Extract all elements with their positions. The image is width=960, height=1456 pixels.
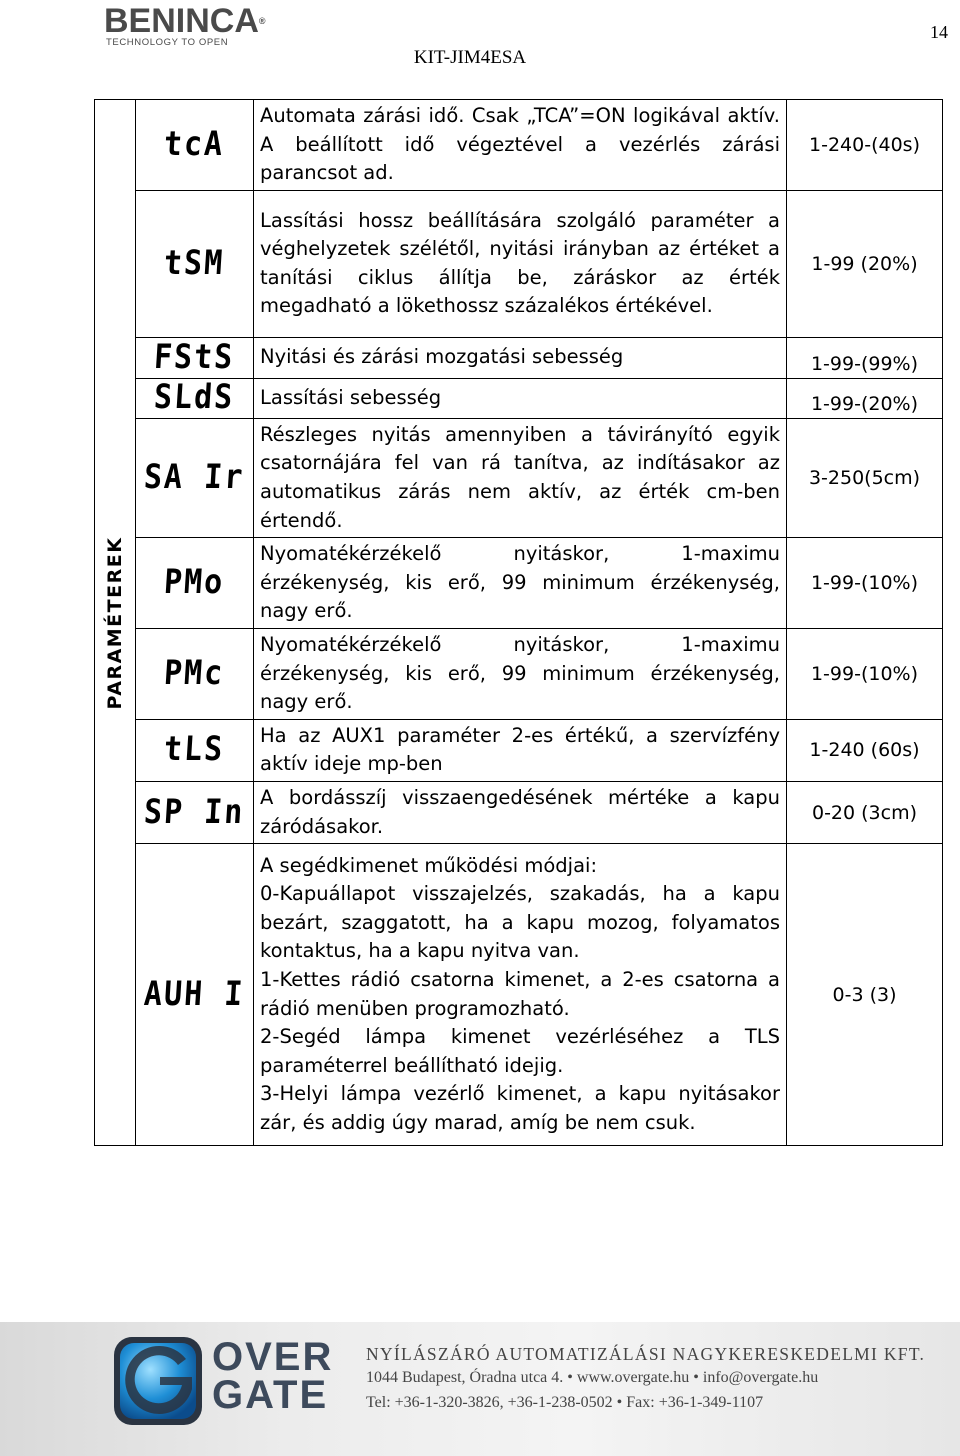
brand-name: BENINCA® — [104, 2, 266, 40]
param-range: 1-99-(20%) — [787, 378, 943, 418]
param-description: Lassítási sebesség — [254, 378, 787, 418]
param-description: Nyitási és zárási mozgatási sebesség — [254, 337, 787, 378]
company-address: 1044 Budapest, Óradna utca 4. • www.overgate.hu • info@overgate.hu — [366, 1369, 819, 1386]
wordmark-line: OVER — [212, 1335, 334, 1379]
param-code-cell — [136, 628, 254, 719]
side-label-cell — [95, 100, 136, 1146]
table-row — [95, 844, 943, 1146]
param-description: Nyomatékérzékelő nyitáskor, 1-maximu érzékenység, kis erő, 99 minimum érzékenység, nagy erő. — [254, 628, 787, 719]
param-range: 1-240-(40s) — [787, 100, 943, 191]
aux-line: 3-Helyi lámpa vezérlő kimenet, a kapu nyitásakor zár, és addig úgy marad, amíg be nem csuk. — [260, 1082, 780, 1134]
overgate-logo-icon — [108, 1331, 208, 1431]
overgate-wordmark — [212, 1335, 334, 1417]
param-code-cell — [136, 538, 254, 629]
param-code: tSM — [163, 243, 226, 283]
table-row — [95, 719, 943, 781]
param-description: Ha az AUX1 paraméter 2-es értékű, a szervízfény aktív ideje mp-ben — [254, 719, 787, 781]
company-phones: Tel: +36-1-320-3826, +36-1-238-0502 • Fax: +36-1-349-1107 — [366, 1394, 764, 1411]
param-range: 0-3 (3) — [787, 844, 943, 1146]
aux-line: A segédkimenet működési módjai: — [260, 853, 598, 877]
document-title: KIT-JIM4ESA — [413, 47, 527, 68]
company-name: NYÍLÁSZÁRÓ AUTOMATIZÁLÁSI NAGYKERESKEDELMI KFT. — [366, 1344, 926, 1364]
param-description: A bordásszíj visszaengedésének mértéke a kapu záródásakor. — [254, 781, 787, 843]
param-code-cell — [136, 337, 254, 378]
table-row — [95, 781, 943, 843]
param-range: 1-99-(10%) — [787, 538, 943, 629]
param-code-cell — [136, 844, 254, 1146]
table-row — [95, 418, 943, 537]
param-code: SLdS — [153, 378, 236, 418]
param-code-cell — [136, 719, 254, 781]
beninca-logo — [104, 4, 264, 48]
param-code-cell — [136, 100, 254, 191]
param-code: FStS — [153, 337, 236, 377]
param-description: Részleges nyitás amennyiben a távirányító egyik csatornájára fel van rá tanítva, az indításakor az automatikus zárás nem aktív, az érték cm-ben értendő. — [254, 418, 787, 537]
param-range: 1-99-(10%) — [787, 628, 943, 719]
param-code-cell — [136, 781, 254, 843]
param-range: 1-240 (60s) — [787, 719, 943, 781]
page-footer — [0, 1322, 960, 1456]
param-description — [254, 844, 787, 1146]
param-description: Lassítási hossz beállítására szolgáló paraméter a véghelyzetek szélétől, nyitási irányban az értéket a tanítási ciklus állítja be, záráskor az érték megadható a lökethossz százalékos értékével. — [254, 190, 787, 337]
param-code-cell — [136, 378, 254, 418]
param-code-cell — [136, 418, 254, 537]
table-row — [95, 190, 943, 337]
page-number: 14 — [930, 22, 948, 42]
param-code: PMo — [163, 562, 226, 603]
param-range: 1-99 (20%) — [787, 190, 943, 337]
param-code: AUH I — [143, 974, 246, 1014]
table-row — [95, 538, 943, 629]
table-row — [95, 378, 943, 418]
param-range: 0-20 (3cm) — [787, 781, 943, 843]
side-label: PARAMÉTEREK — [104, 536, 126, 709]
table-row — [95, 628, 943, 719]
param-code: tcA — [163, 124, 226, 164]
brand-tagline: TECHNOLOGY TO OPEN — [106, 37, 229, 48]
param-description: Automata zárási idő. Csak „TCA”=ON logikával aktív. A beállított idő végeztével a vezérlés zárási parancsot ad. — [254, 100, 787, 191]
param-range: 3-250(5cm) — [787, 418, 943, 537]
param-code: SA Ir — [143, 457, 246, 498]
aux-line: 0-Kapuállapot visszajelzés, szakadás, ha a kapu bezárt, szaggatott, ha a kapu mozog, folyamatos kontaktus, ha a kapu nyitva van. — [260, 882, 780, 963]
table-row — [95, 100, 943, 191]
table-row — [95, 337, 943, 378]
param-range: 1-99-(99%) — [787, 337, 943, 378]
param-code-cell — [136, 190, 254, 337]
param-description: Nyomatékérzékelő nyitáskor, 1-maximu érzékenység, kis erő, 99 minimum érzékenység, nagy erő. — [254, 538, 787, 629]
param-code: tLS — [163, 730, 226, 770]
param-code: PMc — [163, 653, 226, 693]
parameters-table — [94, 99, 943, 1146]
param-code: SP In — [143, 792, 246, 832]
wordmark-line: GATE — [212, 1373, 329, 1417]
aux-line: 2-Segéd lámpa kimenet vezérléséhez a TLS paraméterrel beállítható idejig. — [260, 1025, 780, 1077]
aux-line: 1-Kettes rádió csatorna kimenet, a 2-es csatorna a rádió menüben programozható. — [260, 968, 780, 1020]
